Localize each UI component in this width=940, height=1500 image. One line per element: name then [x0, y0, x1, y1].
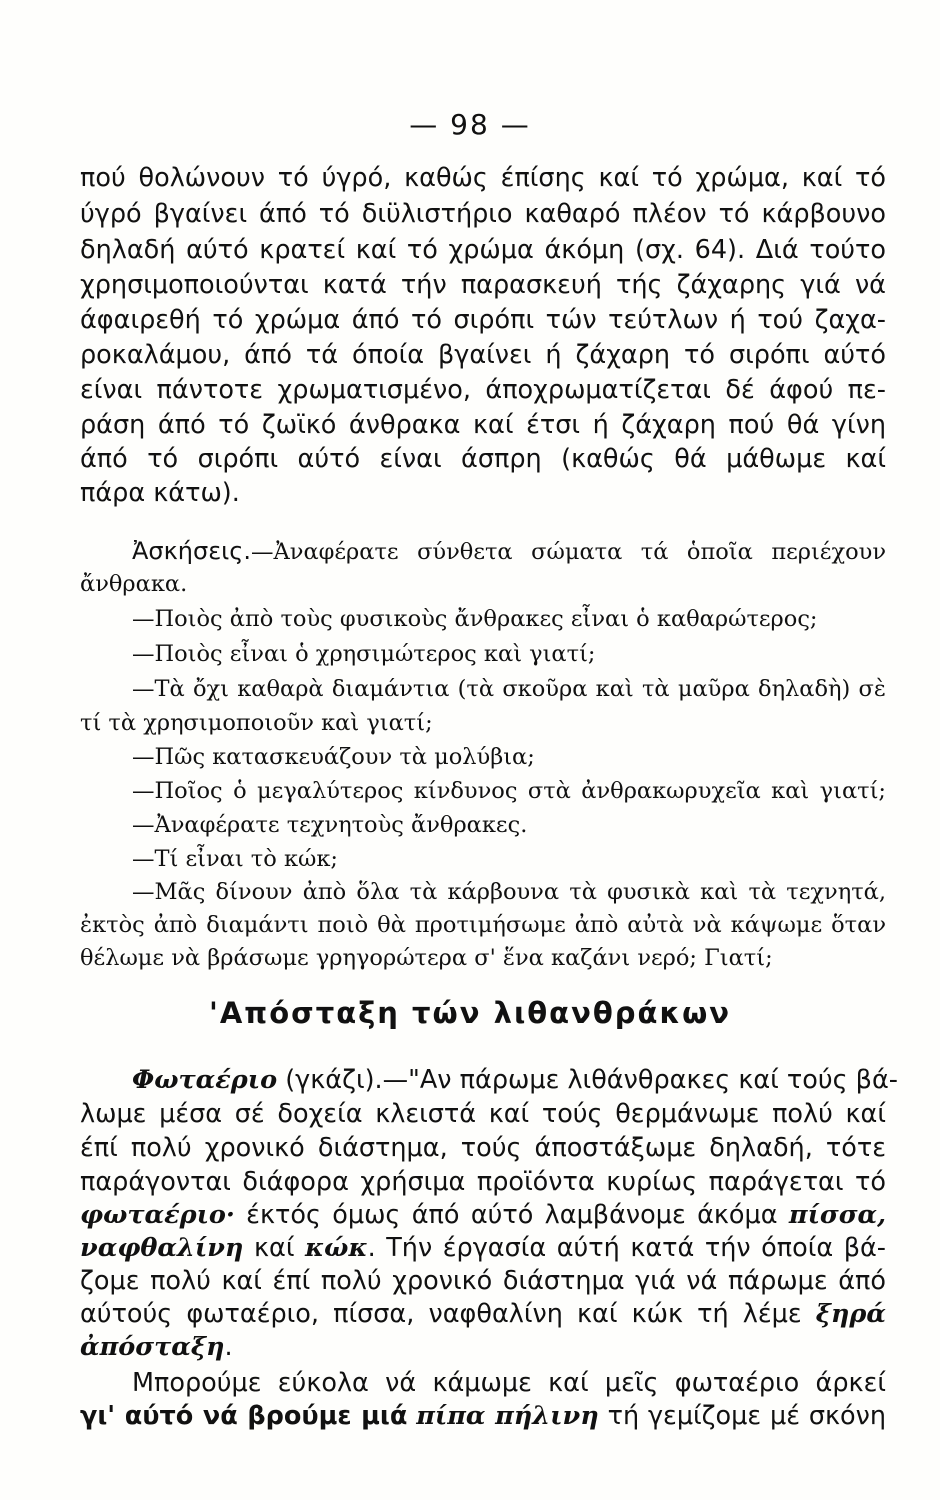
- text-line: λωμε μέσα σέ δοχεία κλειστά καί τούς θερμάνωμε πολύ καί: [80, 1099, 886, 1129]
- text-span: . Τήν έργασία αύτή κατά τήν όποία βά-: [367, 1233, 886, 1263]
- exercise-line: —Μᾶς δίνουν ἀπὸ ὅλα τὰ κάρβουνα τὰ φυσικὰ καὶ τὰ τεχνητά,: [132, 879, 886, 905]
- exercise-line: ἐκτὸς ἀπὸ διαμάντι ποιὸ θὰ προτιμήσωμε ἀπὸ αὐτὰ νὰ κάψωμε ὅταν: [80, 912, 886, 938]
- text-span: γι' αύτό νά βρούμε μιά: [80, 1401, 408, 1431]
- exercise-line: —Τὰ ὄχι καθαρὰ διαμάντια (τὰ σκοῦρα καὶ τὰ μαῦρα δηλαδὴ) σὲ: [132, 676, 886, 702]
- exercise-line: —Πῶς κατασκευάζουν τὰ μολύβια;: [132, 744, 535, 770]
- text-line: [80, 1400, 886, 1432]
- text-line: χρησιμοποιούνται κατά τήν παρασκευή τής ζάχαρης γιά νά: [80, 270, 886, 300]
- text-line: άπό τό σιρόπι αύτό είναι άσπρη (καθώς θά μάθωμε καί: [80, 444, 886, 474]
- text-line: Μπορούμε εύκολα νά κάμωμε καί μεῖς φωταέριο άρκεί: [132, 1368, 886, 1398]
- emph-xiri: ξηρά: [815, 1299, 886, 1329]
- text-line: πάρα κάτω).: [80, 478, 240, 508]
- exercise-line: —Τί εἶναι τὸ κώκ;: [132, 846, 339, 872]
- section-heading: 'Απόσταξη τών λιθανθράκων: [208, 996, 732, 1030]
- emph-pipa: πίπα πήλινη: [416, 1401, 599, 1431]
- text-line: είναι πάντοτε χρωματισμένο, άποχρωματίζεται δέ άφού πε-: [80, 375, 886, 405]
- text-span: αύτούς φωταέριο, πίσσα, ναφθαλίνη καί κώκ τή λέμε: [80, 1299, 802, 1329]
- text-line: δηλαδή αύτό κρατεί καί τό χρώμα άκόμη (σχ. 64). Διά τούτο: [80, 235, 886, 265]
- text-line: [80, 1232, 886, 1264]
- exercise-line: —Ποιὸς ἀπὸ τοὺς φυσικοὺς ἄνθρακες εἶναι ὁ καθαρώτερος;: [132, 606, 818, 632]
- text-line: [80, 1331, 886, 1363]
- exercise-line: —Ποῖος ὁ μεγαλύτερος κίνδυνος στὰ ἀνθρακωρυχεῖα καὶ γιατί;: [132, 778, 886, 804]
- text-span: .: [224, 1332, 233, 1362]
- emph-nafthalini: ναφθαλίνη: [80, 1233, 244, 1263]
- exercise-line: —Ποιὸς εἶναι ὁ χρησιμώτερος καὶ γιατί;: [132, 641, 596, 667]
- text-span: καί: [254, 1233, 295, 1263]
- exercise-line: θέλωμε νὰ βράσωμε γρηγορώτερα σ' ἕνα καζάνι νερό; Γιατί;: [80, 945, 773, 971]
- text-line: ροκαλάμου, άπό τά όποία βγαίνει ή ζάχαρη τό σιρόπι αύτό: [80, 340, 886, 370]
- term-fotaerio: Φωταέριο: [132, 1065, 278, 1095]
- text-line: ύγρό βγαίνει άπό τό διϋλιστήριο καθαρό πλέον τό κάρβουνο: [80, 199, 886, 229]
- text-line: άφαιρεθή τό χρώμα άπό τό σιρόπι τών τεύτλων ή τού ζαχα-: [80, 305, 886, 335]
- emph-pissa: πίσσα,: [788, 1200, 887, 1230]
- exercise-line: —Ἀναφέρατε σύνθετα σώματα τά ὁποῖα περιέχουν: [251, 539, 886, 565]
- exercise-line: ἄνθρακα.: [80, 571, 188, 597]
- page-number: — 98 —: [409, 108, 531, 141]
- text-span: έκτός όμως άπό αύτό λαμβάνομε άκόμα: [246, 1200, 778, 1230]
- text-line: πού θολώνουν τό ύγρό, καθώς έπίσης καί τό χρώμα, καί τό: [80, 163, 886, 193]
- emph-apostaxi: ἀπόσταξη: [80, 1332, 225, 1362]
- text-span: τή γεμίζομε μέ σκόνη: [607, 1401, 887, 1431]
- exercises-first-line: [132, 535, 886, 568]
- text-line: ζομε πολύ καί έπί πολύ χρονικό διάστημα γιά νά πάρωμε άπό: [80, 1266, 886, 1296]
- exercises-label: Ἀσκήσεις.: [132, 537, 252, 565]
- emph-fotaerio: φωταέριο·: [80, 1200, 235, 1230]
- text-line: παράγονται διάφορα χρήσιμα προϊόντα κυρίως παράγεται τό: [80, 1167, 886, 1197]
- text-line: [80, 1298, 886, 1330]
- text-span: (γκάζι).—"Αν πάρωμε λιθάνθρακες καί τούς βά-: [285, 1065, 898, 1095]
- exercise-line: —Ἀναφέρατε τεχνητοὺς ἄνθρακες.: [132, 812, 528, 838]
- text-line: [132, 1064, 898, 1096]
- text-line: ράση άπό τό ζωϊκό άνθρακα καί έτσι ή ζάχαρη πού θά γίνη: [80, 410, 886, 440]
- exercise-line: τί τὰ χρησιμοποιοῦν καὶ γιατί;: [80, 710, 433, 736]
- text-line: έπί πολύ χρονικό διάστημα, τούς άποστάξωμε δηλαδή, τότε: [80, 1133, 886, 1163]
- text-line: [80, 1199, 886, 1231]
- emph-kok: κώκ: [305, 1233, 368, 1263]
